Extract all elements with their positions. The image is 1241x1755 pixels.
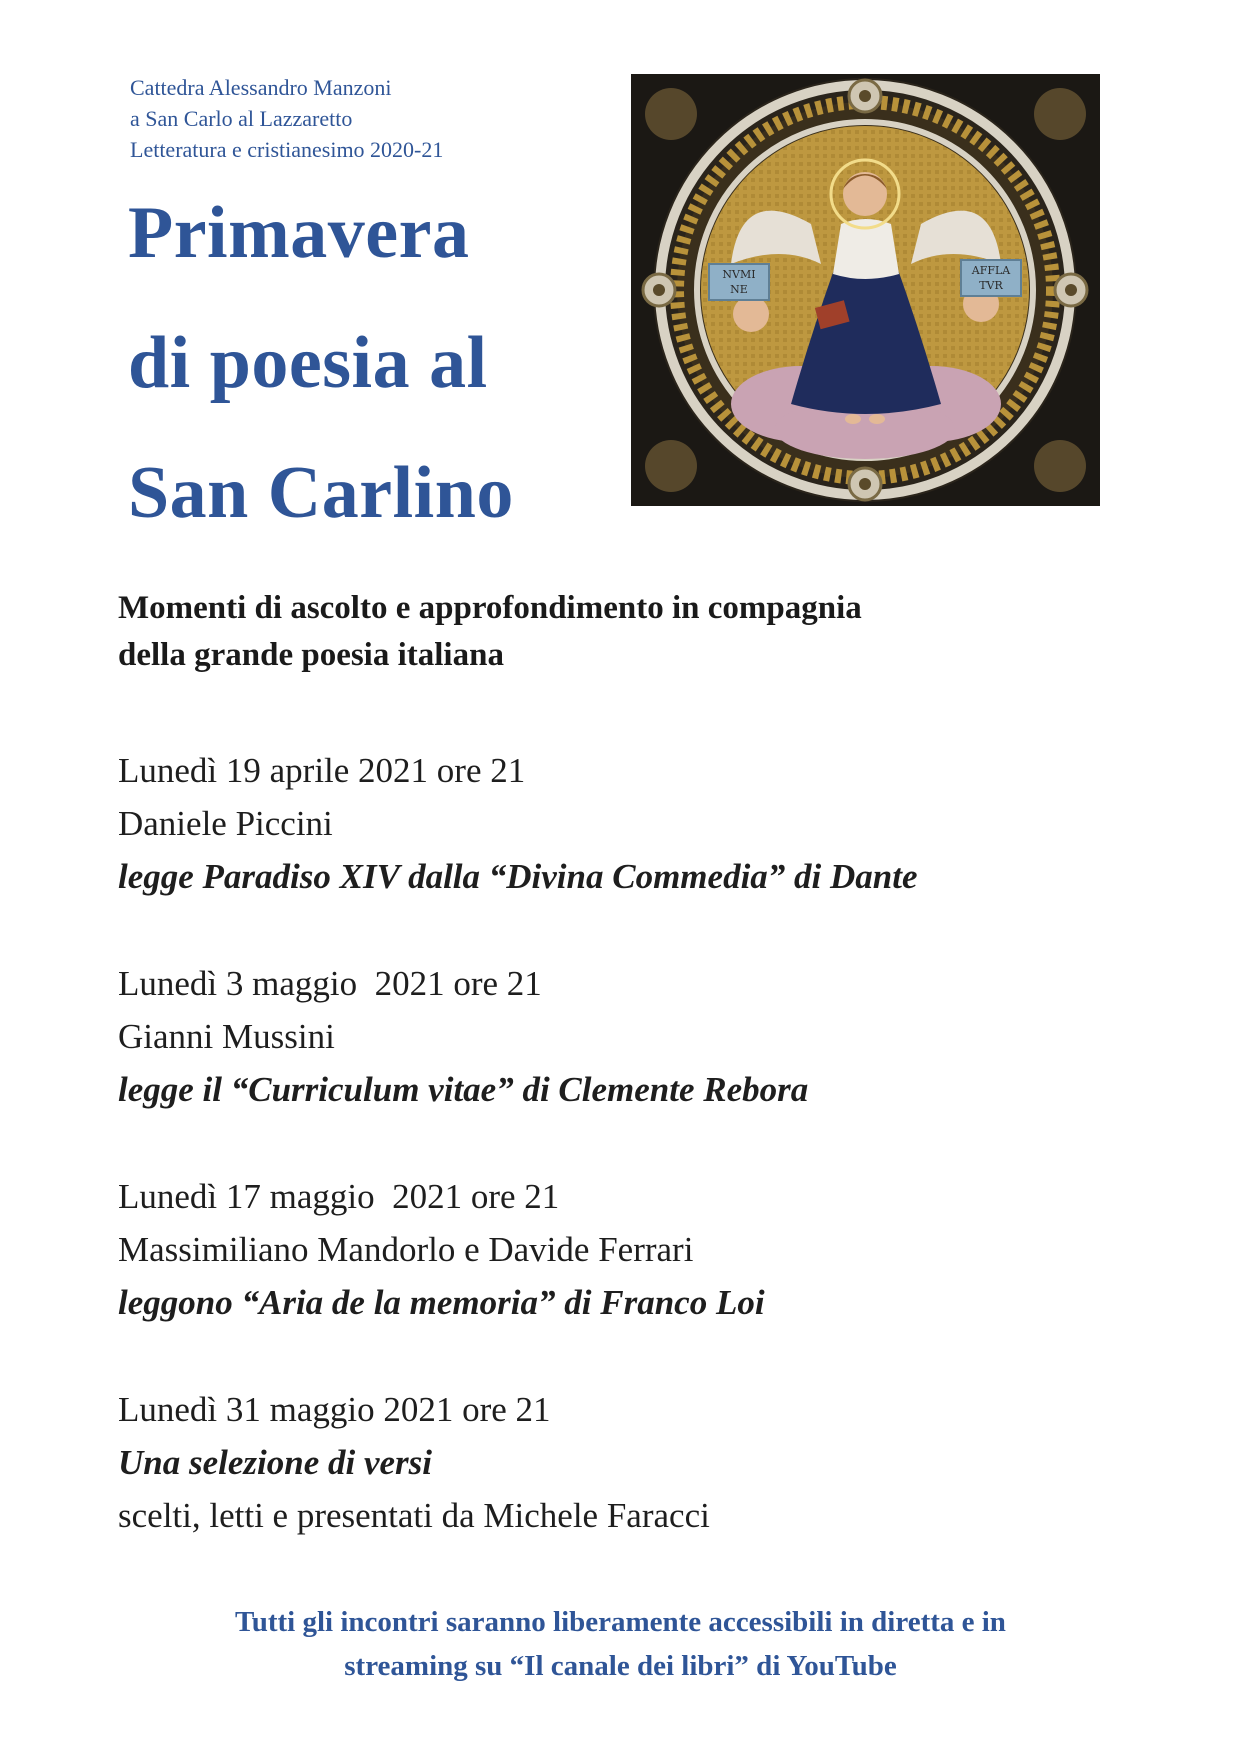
event-speaker: Gianni Mussini: [118, 1017, 335, 1056]
event-speaker: scelti, letti e presentati da Michele Faracci: [118, 1496, 710, 1535]
poster-title: [128, 168, 514, 558]
event-item: [118, 1383, 1178, 1542]
event-date: Lunedì 31 maggio 2021 ore 21: [118, 1390, 551, 1429]
poetry-fresco-image: [631, 74, 1100, 506]
event-item: [118, 1170, 1178, 1329]
streaming-note: [0, 1600, 1241, 1688]
intro-line: della grande poesia italiana: [118, 637, 504, 673]
left-scroll-line: NVMI: [722, 268, 756, 281]
event-speaker: Massimiliano Mandorlo e Davide Ferrari: [118, 1230, 694, 1269]
intro-line: Momenti di ascolto e approfondimento in compagnia: [118, 590, 862, 626]
right-scroll-line: AFFLA: [971, 264, 1011, 277]
event-item: [118, 957, 1178, 1116]
intro-text: [118, 585, 1118, 679]
fresco-illustration: [631, 74, 1100, 506]
footer-line: Tutti gli incontri saranno liberamente accessibili in diretta e in: [235, 1606, 1006, 1638]
organizer-line: Cattedra Alessandro Manzoni: [130, 75, 392, 100]
event-list: [118, 744, 1178, 1596]
event-item: [118, 744, 1178, 903]
event-speaker: Daniele Piccini: [118, 804, 333, 843]
event-date: Lunedì 3 maggio 2021 ore 21: [118, 964, 542, 1003]
title-line: Primavera: [128, 192, 470, 274]
event-work: legge Paradiso XIV dalla “Divina Commedia” di Dante: [118, 857, 918, 896]
event-date: Lunedì 19 aprile 2021 ore 21: [118, 751, 526, 790]
title-line: San Carlino: [128, 452, 514, 534]
event-work: legge il “Curriculum vitae” di Clemente Rebora: [118, 1070, 809, 1109]
event-date: Lunedì 17 maggio 2021 ore 21: [118, 1177, 560, 1216]
title-line: di poesia al: [128, 322, 488, 404]
right-scroll-line: TVR: [979, 279, 1003, 292]
organizer-line: Letteratura e cristianesimo 2020-21: [130, 137, 444, 162]
left-scroll-line: NE: [730, 283, 748, 296]
footer-line: streaming su “Il canale dei libri” di YouTube: [344, 1650, 897, 1682]
event-work: Una selezione di versi: [118, 1443, 433, 1482]
organizer-line: a San Carlo al Lazzaretto: [130, 106, 353, 131]
organizer-header: [130, 72, 443, 165]
event-work: leggono “Aria de la memoria” di Franco Loi: [118, 1283, 765, 1322]
